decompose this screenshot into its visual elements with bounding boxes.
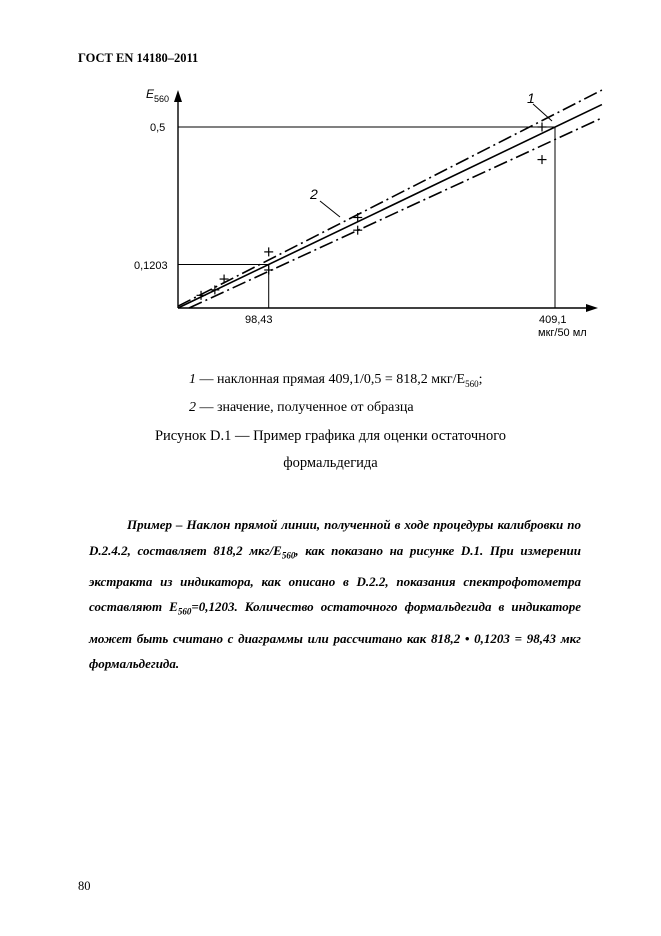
y-tick-label-0-5: 0,5 [150, 122, 166, 134]
callout-2-label: 2 [310, 186, 318, 202]
x-axis-arrow [586, 304, 598, 312]
series-line-2 [178, 90, 602, 306]
legend-text: — наклонная прямая 409,1/0,5 = 818,2 мкг/E [199, 372, 466, 387]
example-sub-1: 560 [281, 550, 296, 561]
example-text-1: Пример – Наклон прямой линии, полученной в ходе процедуры калибровки по D.2.4.2, составляет 818,2 мкг/E [89, 517, 581, 558]
example-paragraph [89, 512, 581, 677]
callout-1-label: 1 [527, 90, 535, 106]
x-axis-unit-label: мкг/50 мл [538, 327, 587, 339]
example-text-3: =0,1203. Количество остаточного формальдегида в индикаторе может быть считано с диаграммы или рассчитано как 818,2 • 0,1203 = 98,43 мкг формальдегида. [89, 599, 582, 672]
legend-tail: ; [478, 372, 483, 387]
chart-svg [0, 0, 661, 360]
data-point-3 [220, 275, 229, 284]
legend-sub: 560 [465, 378, 479, 389]
page-number: 80 [78, 879, 91, 893]
data-point-7 [353, 226, 362, 235]
y-axis-label-sub: 560 [154, 94, 170, 104]
series-line-3 [189, 118, 602, 308]
y-axis-label: E [146, 87, 155, 101]
data-point-9 [538, 155, 547, 164]
legend-item-1 [189, 372, 483, 389]
document-header: ГОСТ EN 14180–2011 [78, 51, 199, 65]
legend-number: 2 [189, 400, 196, 415]
calibration-chart [0, 0, 661, 360]
legend-item-2 [189, 400, 414, 416]
series-line-1 [178, 105, 602, 308]
legend-number: 1 [189, 372, 196, 387]
legend-text: — значение, полученное от образца [199, 400, 414, 415]
callout-2-leader [320, 201, 340, 217]
callout-1-leader [533, 104, 552, 121]
series-group [178, 90, 602, 308]
example-sub-2: 560 [177, 606, 192, 617]
y-axis-arrow [174, 90, 182, 102]
data-point-4 [264, 247, 273, 256]
figure-caption-line-1: Рисунок D.1 — Пример графика для оценки остаточного [154, 428, 507, 444]
x-tick-label-98-43: 98,43 [245, 314, 273, 326]
data-point-2 [210, 285, 219, 294]
y-tick-label-0-1203: 0,1203 [134, 260, 168, 272]
data-point-8 [538, 123, 547, 132]
figure-caption-line-2: формальдегида [283, 455, 378, 471]
example-text-2: , как показано на рисунке D.1. При измерении экстракта из индикатора, как описано в D.2.2, показания спектрофотометра составляют E [89, 542, 581, 615]
x-tick-label-409-1: 409,1 [539, 314, 567, 326]
